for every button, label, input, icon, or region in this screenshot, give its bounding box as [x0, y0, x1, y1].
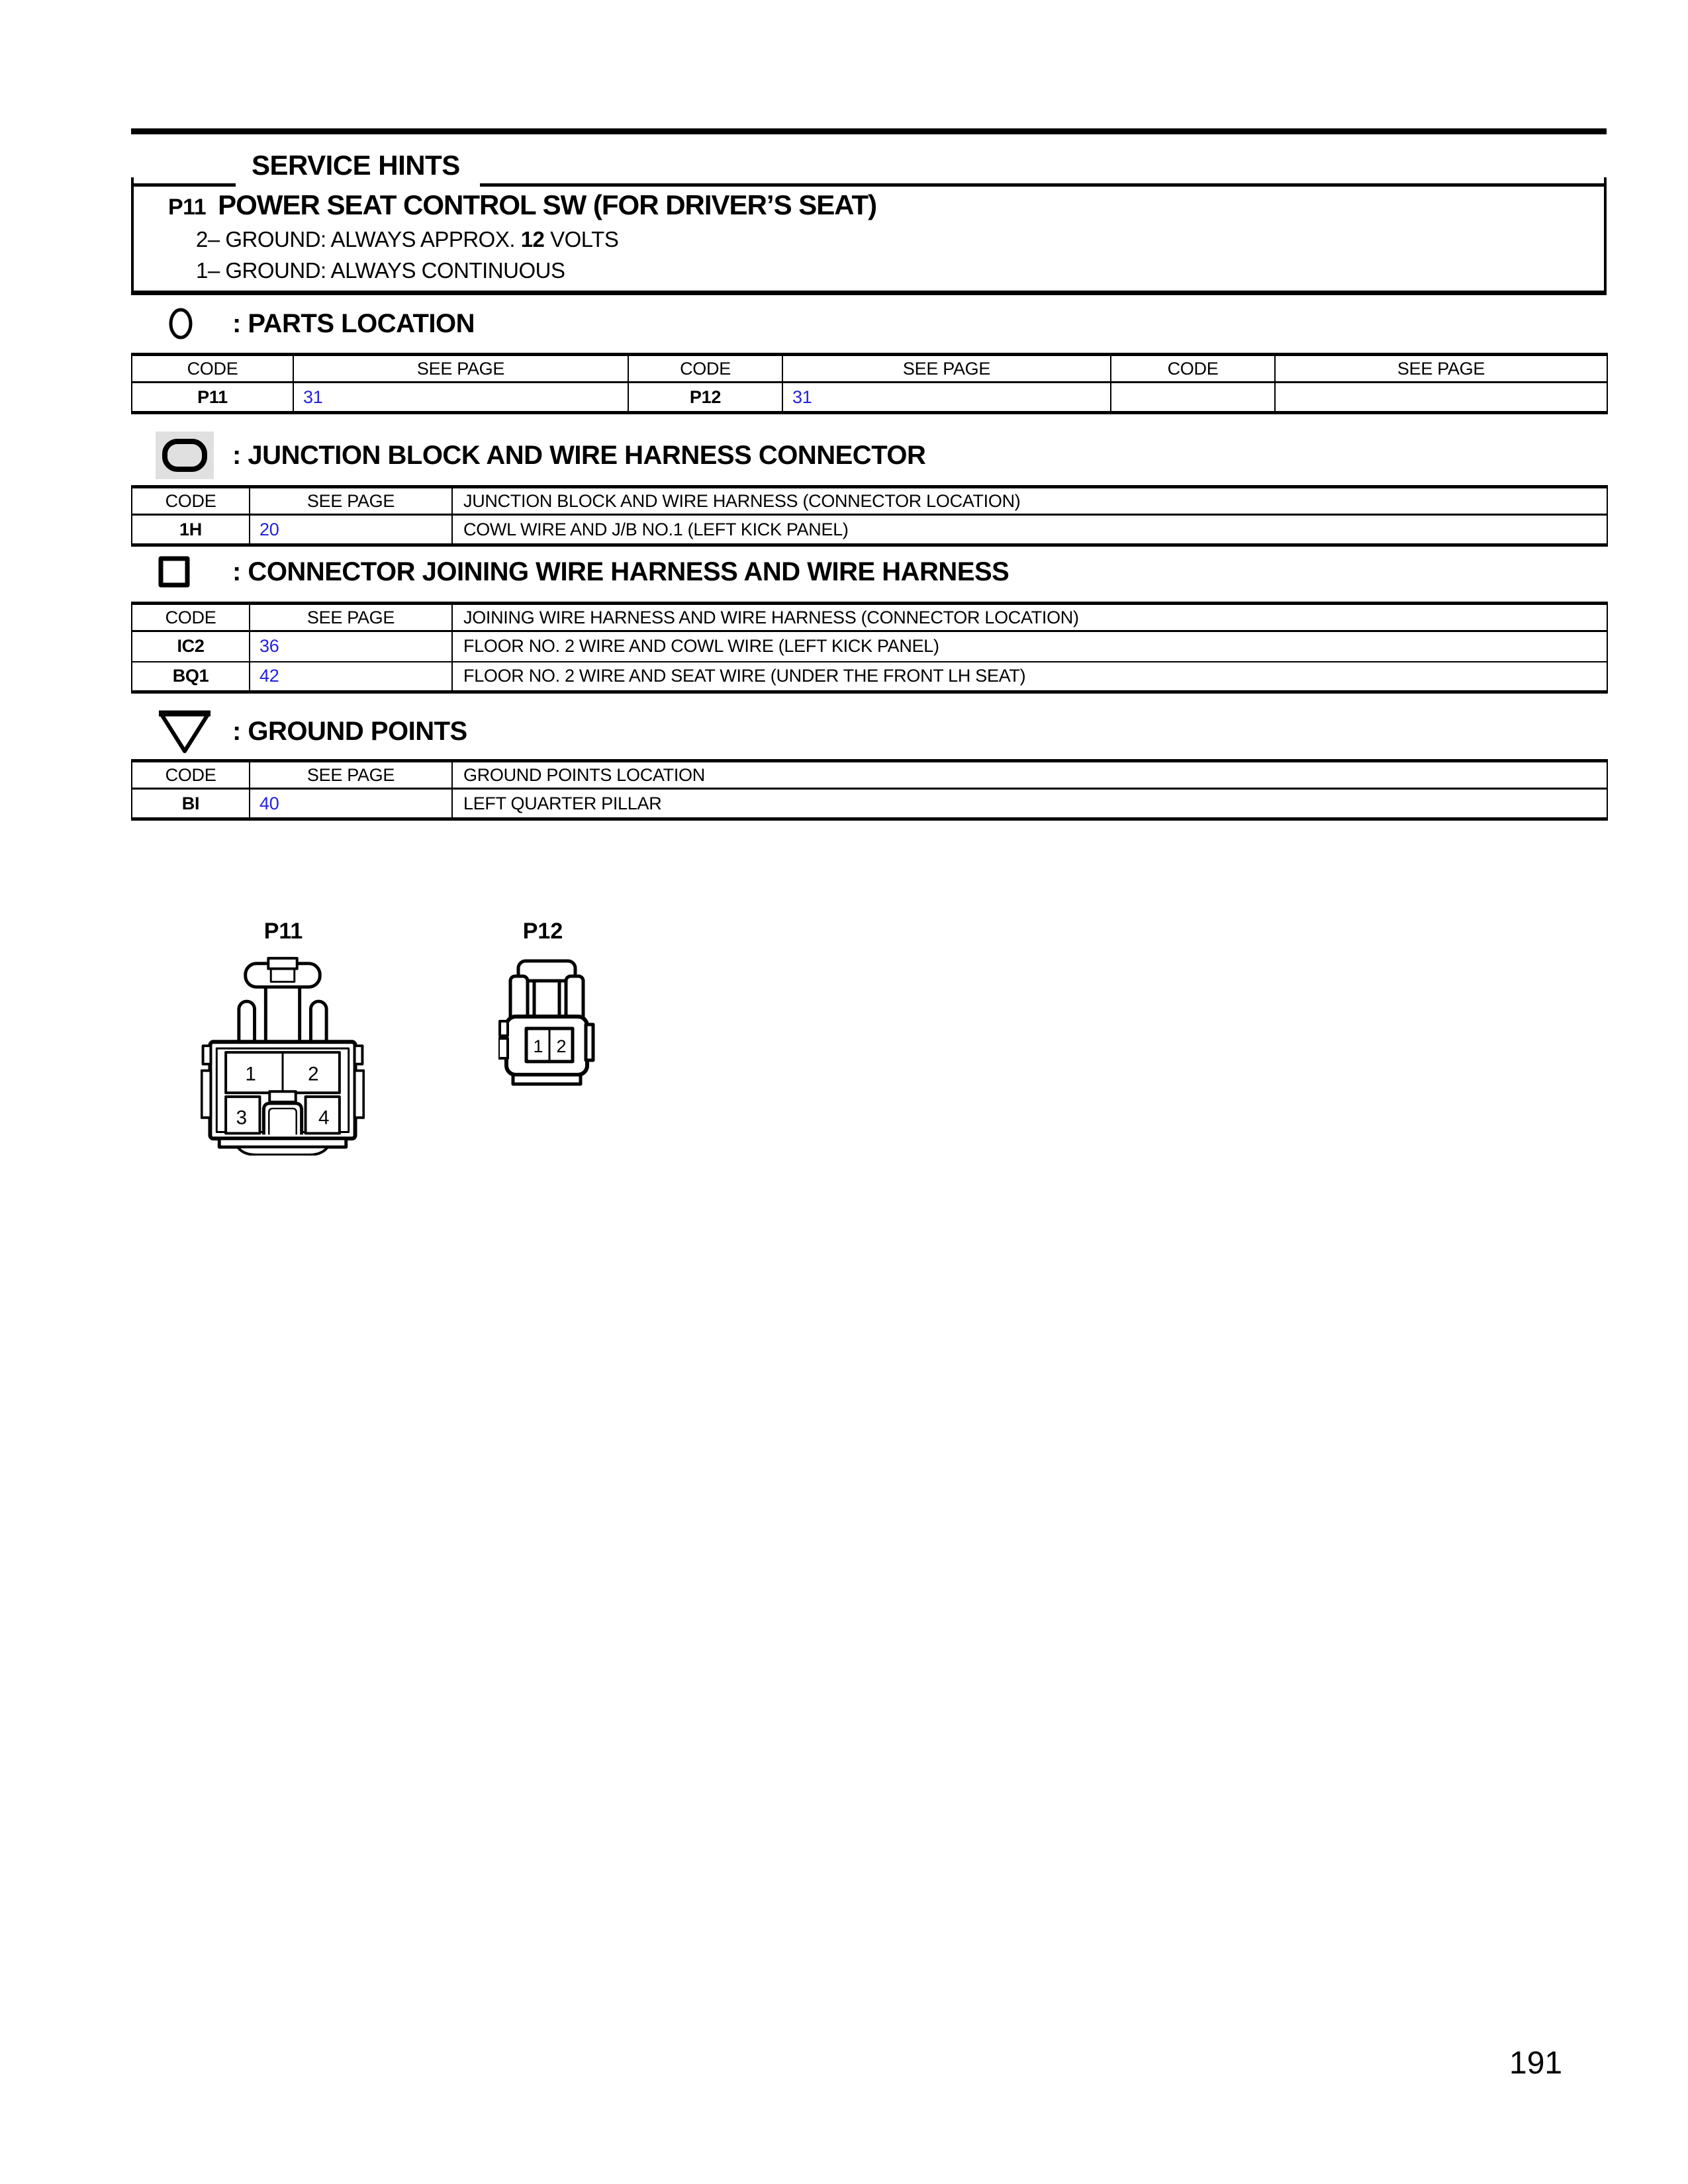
top-rule [131, 128, 1607, 134]
table-row [132, 789, 1607, 819]
location-cell: FLOOR NO. 2 WIRE AND SEAT WIRE (UNDER THE FRONT LH SEAT) [452, 662, 1607, 692]
header-code: CODE [132, 761, 250, 789]
page-ref-link[interactable]: 40 [250, 789, 452, 819]
page-content [131, 0, 1607, 2184]
pin-number: 2 [556, 1036, 567, 1056]
header-see-page: SEE PAGE [782, 355, 1111, 383]
circle-icon [167, 306, 194, 341]
page-ref-link[interactable]: 31 [293, 383, 628, 413]
connector-diagram-p11 [201, 953, 365, 1159]
pin-number: 1 [245, 1063, 256, 1085]
code-cell: P11 [132, 383, 293, 413]
page-ref-link[interactable]: 42 [250, 662, 452, 692]
section-title: : GROUND POINTS [232, 716, 467, 746]
hint-text: 1– GROUND: ALWAYS CONTINUOUS [196, 258, 565, 283]
table-row [132, 662, 1607, 692]
hint-line [134, 227, 1604, 252]
header-see-page: SEE PAGE [250, 487, 452, 515]
page-number: 191 [1509, 2046, 1563, 2081]
section-title: : JUNCTION BLOCK AND WIRE HARNESS CONNECTOR [232, 440, 926, 470]
header-code: CODE [132, 487, 250, 515]
page-ref-link[interactable]: 36 [250, 631, 452, 662]
header-code: CODE [132, 604, 250, 631]
connector-diagram-p12 [498, 958, 595, 1091]
location-cell: LEFT QUARTER PILLAR [452, 789, 1607, 819]
page-ref-link[interactable]: 31 [782, 383, 1111, 413]
pin-number: 1 [533, 1036, 543, 1056]
code-cell: BI [132, 789, 250, 819]
header-see-page: SEE PAGE [250, 604, 452, 631]
header-see-page: SEE PAGE [293, 355, 628, 383]
header-location: JUNCTION BLOCK AND WIRE HARNESS (CONNECTOR LOCATION) [452, 487, 1607, 515]
header-location: JOINING WIRE HARNESS AND WIRE HARNESS (CONNECTOR LOCATION) [452, 604, 1607, 631]
parts-location-heading [131, 304, 475, 343]
connector-label-p12: P12 [522, 919, 563, 944]
code-cell [1111, 383, 1275, 413]
header-code: CODE [628, 355, 782, 383]
header-see-page: SEE PAGE [250, 761, 452, 789]
section-title: : CONNECTOR JOINING WIRE HARNESS AND WIRE HARNESS [232, 557, 1009, 586]
header-see-page: SEE PAGE [1275, 355, 1607, 383]
table-header-row [132, 355, 1607, 383]
pin-number: 3 [236, 1107, 248, 1129]
square-icon [158, 556, 191, 588]
header-code: CODE [132, 355, 293, 383]
junction-block-table [131, 485, 1608, 547]
hint-entry [134, 189, 1604, 221]
header-location: GROUND POINTS LOCATION [452, 761, 1607, 789]
hint-entry-code: P11 [168, 195, 207, 220]
code-cell: 1H [132, 515, 250, 545]
location-cell: FLOOR NO. 2 WIRE AND COWL WIRE (LEFT KICK PANEL) [452, 631, 1607, 662]
hint-bold-value: 12 [520, 227, 545, 251]
hint-entry-name: POWER SEAT CONTROL SW (FOR DRIVER’S SEAT) [218, 189, 877, 220]
pin-number: 2 [308, 1063, 319, 1085]
hint-text: VOLTS [544, 227, 619, 251]
triangle-icon [157, 707, 212, 755]
code-cell: P12 [628, 383, 782, 413]
service-hints-title: SERVICE HINTS [252, 150, 460, 181]
table-header-row [132, 487, 1607, 515]
page-ref-link [1275, 383, 1607, 413]
table-row [132, 383, 1607, 413]
service-hints-box [131, 177, 1607, 295]
code-cell: BQ1 [132, 662, 250, 692]
code-cell: IC2 [132, 631, 250, 662]
parts-location-table [131, 353, 1608, 414]
table-header-row [132, 761, 1607, 789]
table-row [132, 631, 1607, 662]
header-code: CODE [1111, 355, 1275, 383]
section-title: : PARTS LOCATION [232, 308, 475, 338]
hint-line [134, 258, 1604, 283]
ground-points-heading [131, 705, 467, 757]
connector-label-p11: P11 [263, 919, 303, 944]
pin-number: 4 [318, 1107, 330, 1129]
ground-points-table [131, 759, 1608, 821]
table-header-row [132, 604, 1607, 631]
connector-joining-table [131, 602, 1608, 694]
hint-text: 2– GROUND: ALWAYS APPROX. [196, 227, 521, 251]
location-cell: COWL WIRE AND J/B NO.1 (LEFT KICK PANEL) [452, 515, 1607, 545]
junction-block-heading [131, 430, 925, 480]
connector-joining-heading [131, 555, 1009, 589]
page-ref-link[interactable]: 20 [250, 515, 452, 545]
rounded-rect-icon [156, 432, 214, 479]
table-row [132, 515, 1607, 545]
